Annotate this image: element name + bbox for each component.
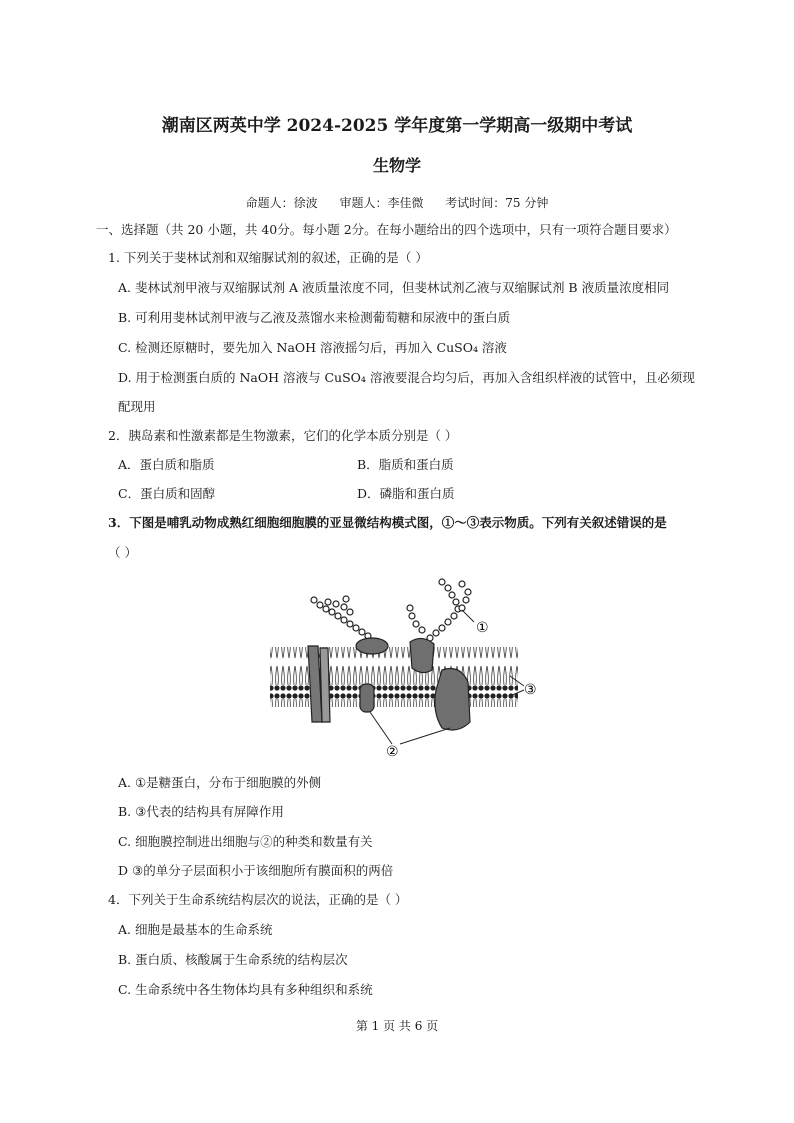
label-1-leader bbox=[462, 610, 474, 622]
peripheral-protein-top bbox=[356, 638, 388, 654]
transmembrane-protein-left-b bbox=[320, 648, 330, 722]
label-3: ③ bbox=[524, 682, 537, 698]
question-4-option-c: C. 生命系统中各生物体均具有多种组织和系统 bbox=[118, 982, 373, 997]
question-4-stem: 4．下列关于生命系统结构层次的说法，正确的是（ ） bbox=[108, 892, 408, 907]
embedded-protein-small bbox=[360, 684, 374, 712]
exam-title: 潮南区两英中学 2024-2025 学年度第一学期高一级期中考试 bbox=[161, 116, 633, 136]
question-3-option-a: A. ①是糖蛋白，分布于细胞膜的外侧 bbox=[118, 775, 322, 790]
question-2-option-d: D．磷脂和蛋白质 bbox=[357, 486, 455, 501]
sugar-chain-right bbox=[407, 579, 471, 641]
subject-title: 生物学 bbox=[372, 156, 421, 175]
question-1-option-c: C. 检测还原糖时，要先加入 NaOH 溶液摇匀后，再加入 CuSO₄ 溶液 bbox=[118, 340, 507, 355]
question-2-option-b: B．脂质和蛋白质 bbox=[357, 457, 454, 472]
label-1: ① bbox=[476, 620, 489, 636]
section-heading: 一、选择题（共 20 小题，共 40分。每小题 2分。在每小题给出的四个选项中，只有一项符合题目要求） bbox=[96, 222, 677, 237]
question-1-option-d-cont: 配现用 bbox=[118, 399, 156, 414]
page-footer: 第 1 页 共 6 页 bbox=[355, 1019, 439, 1033]
embedded-protein-top-right bbox=[410, 638, 434, 672]
sugar-chain-left bbox=[311, 596, 371, 639]
question-1-option-b: B. 可利用斐林试剂甲液与乙液及蒸馏水来检测葡萄糖和尿液中的蛋白质 bbox=[118, 310, 511, 325]
author: 命题人：徐波 bbox=[245, 196, 318, 210]
question-3-option-d: D ③的单分子层面积小于该细胞所有膜面积的两倍 bbox=[118, 863, 394, 878]
cell-membrane-diagram bbox=[262, 572, 552, 762]
question-4-option-a: A. 细胞是最基本的生命系统 bbox=[118, 922, 273, 937]
question-1-stem: 1. 下列关于斐林试剂和双缩脲试剂的叙述，正确的是（ ） bbox=[108, 250, 428, 265]
transmembrane-protein-large bbox=[435, 669, 470, 731]
label-2-leader-b bbox=[400, 728, 450, 744]
question-4-option-b: B. 蛋白质、核酸属于生命系统的结构层次 bbox=[118, 952, 348, 967]
phospholipid-bilayer bbox=[270, 647, 518, 707]
question-3-option-b: B. ③代表的结构具有屏障作用 bbox=[118, 804, 284, 819]
exam-meta bbox=[0, 195, 794, 211]
question-3-stem-cont: （ ） bbox=[108, 545, 137, 560]
reviewer: 审题人：李佳微 bbox=[339, 196, 424, 210]
question-1-option-a: A. 斐林试剂甲液与双缩脲试剂 A 液质量浓度不同，但斐林试剂乙液与双缩脲试剂 B 液质量浓度相同 bbox=[118, 280, 670, 295]
exam-time: 考试时间：75 分钟 bbox=[445, 196, 549, 210]
label-2-leader-a bbox=[370, 712, 392, 744]
question-2-option-c: C．蛋白质和固醇 bbox=[118, 486, 216, 501]
question-2-option-a: A．蛋白质和脂质 bbox=[118, 457, 215, 472]
question-3-option-c: C. 细胞膜控制进出细胞与②的种类和数量有关 bbox=[118, 834, 373, 849]
label-2: ② bbox=[386, 744, 399, 760]
question-2-stem: 2．胰岛素和性激素都是生物激素，它们的化学本质分别是（ ） bbox=[108, 428, 458, 443]
question-1-option-d: D. 用于检测蛋白质的 NaOH 溶液与 CuSO₄ 溶液要混合均匀后，再加入含组织样液的试管中，且必须现 bbox=[118, 370, 695, 385]
question-3-stem: 3．下图是哺乳动物成熟红细胞细胞膜的亚显微结构模式图，①～③表示物质。下列有关叙述错误的是 bbox=[108, 515, 667, 530]
